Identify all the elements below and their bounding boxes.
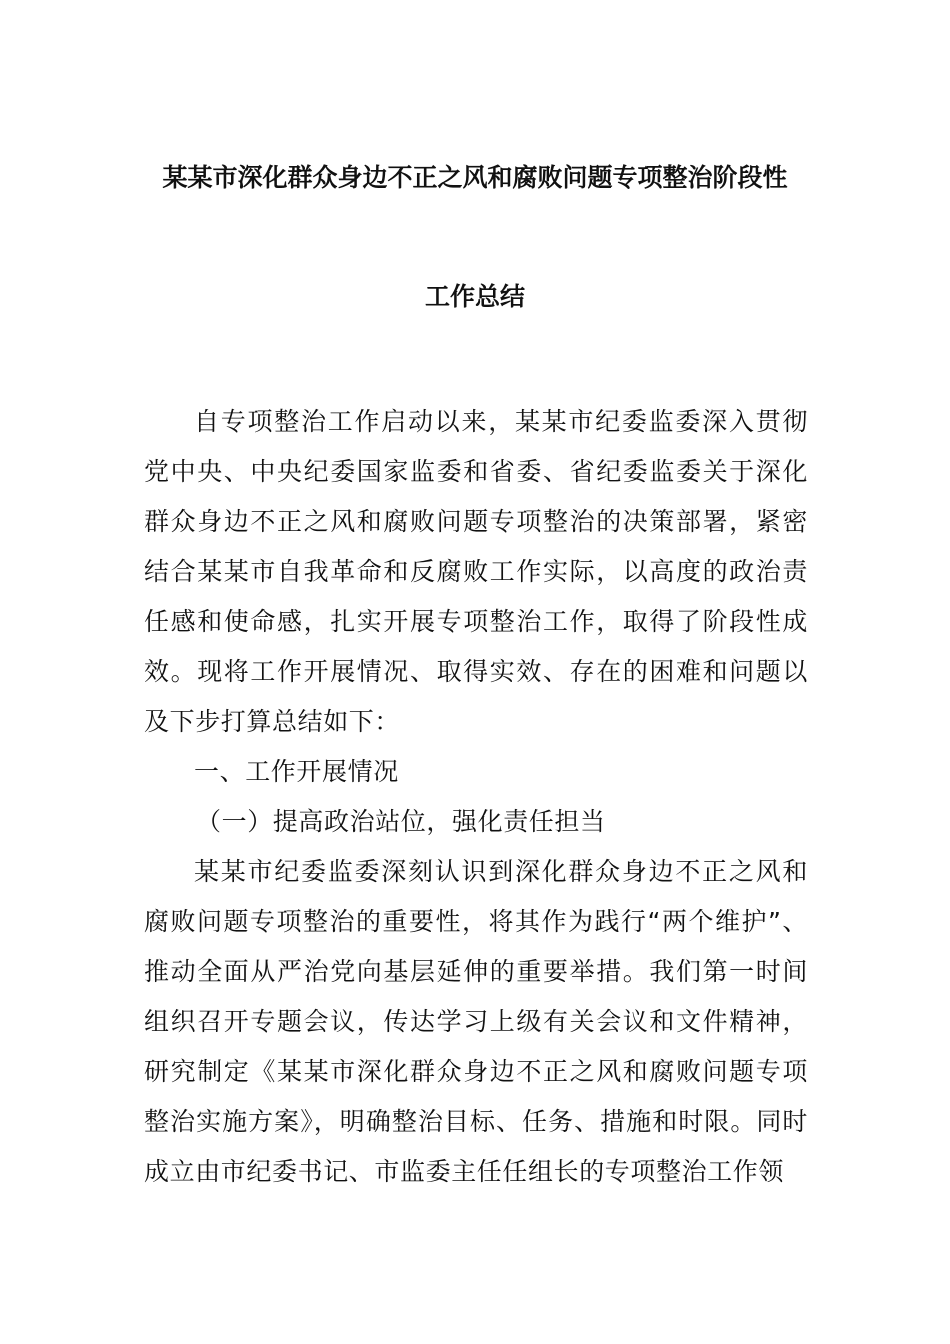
intro-paragraph: 自专项整治工作启动以来，某某市纪委监委深入贯彻党中央、中央纪委国家监委和省委、省纪委监委关于深化群众身边不正之风和腐败问题专项整治的决策部署，紧密结合某某市自我革命和反腐败工作实际，以高度的政治责任感和使命感，扎实开展专项整治工作，取得了阶段性成效。现将工作开展情况、取得实效、存在的困难和问题以及下步打算总结如下： (144, 407, 808, 736)
document-body (144, 397, 808, 1197)
document-title-line-2: 工作总结 (424, 282, 525, 311)
document-title-line-1: 某某市深化群众身边不正之风和腐败问题专项整治阶段性 (162, 163, 788, 192)
subsection-heading-political-position: （一）提高政治站位，强化责任担当 (196, 807, 606, 836)
subsection-paragraph: 某某市纪委监委深刻认识到深化群众身边不正之风和腐败问题专项整治的重要性，将其作为践行“两个维护”、推动全面从严治党向基层延伸的重要举措。我们第一时间组织召开专题会议，传达学习上级有关会议和文件精神，研究制定《某某市深化群众身边不正之风和腐败问题专项整治实施方案》，明确整治目标、任务、措施和时限。同时成立由市纪委书记、市监委主任任组长的专项整治工作领 (144, 857, 808, 1186)
section-heading-work-progress: 一、工作开展情况 (194, 757, 399, 786)
